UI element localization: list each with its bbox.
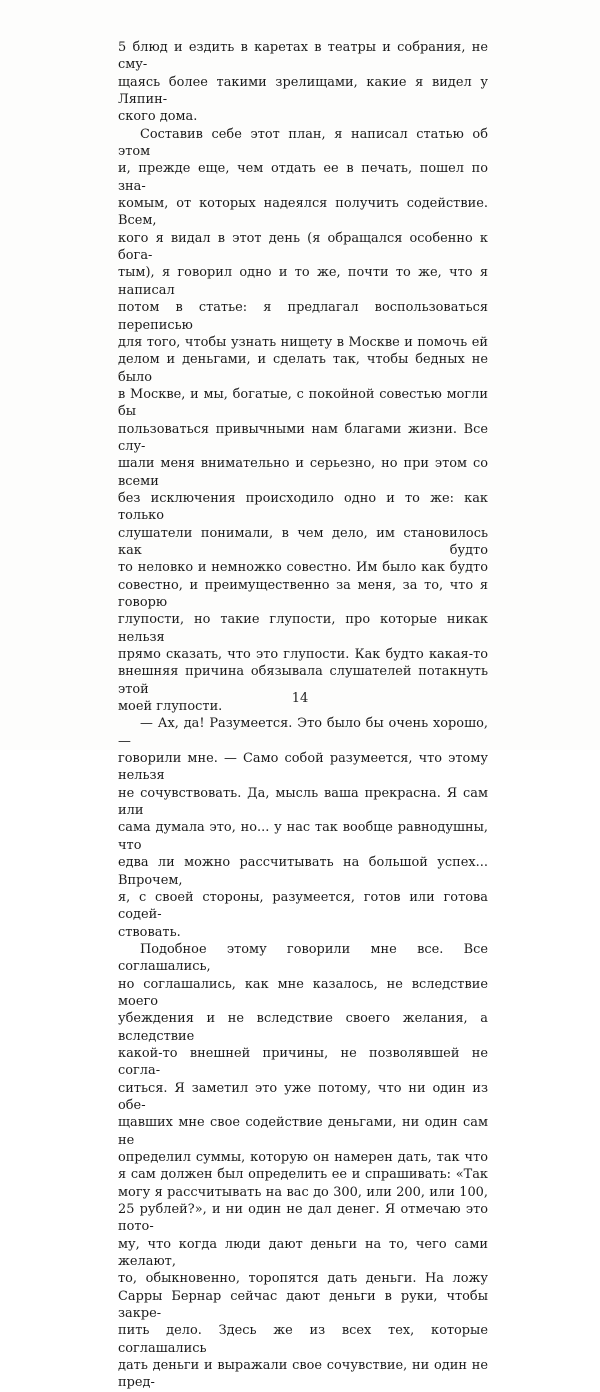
text-line: могу я рассчитывать на вас до 300, или 200, или 100, [118, 1184, 488, 1200]
text-line: говорили мне. — Само собой разумеется, что этому нельзя [118, 751, 488, 784]
text-line: Сарры Бернар сейчас дают деньги в руки, чтобы закре- [118, 1288, 488, 1322]
text-line: слушатели понимали, в чем дело, им становилось как будто [118, 525, 488, 558]
text-line: шали меня внимательно и серьезно, но при этом со всеми [118, 456, 488, 489]
text-line: ствовать. [118, 924, 181, 940]
text-line: определил суммы, которую он намерен дать, так что [118, 1150, 488, 1165]
text-line: му, что когда люди дают деньги на то, чего сами желают, [118, 1236, 488, 1270]
text-line: сама думала это, но... у нас так вообще равнодушны, что [118, 820, 488, 853]
paragraph-3 [118, 715, 488, 940]
text-line: щаясь более такими зрелищами, какие я видел у Ляпин- [118, 74, 488, 108]
text-line: в Москве, и мы, богатые, с покойной совестью могли бы [118, 386, 488, 420]
paragraph-4 [118, 941, 488, 1392]
text-line: 5 блюд и ездить в каретах в театры и собрания, не сму- [118, 40, 488, 73]
text-line: 25 рублей?», и ни один не дал денег. Я отмечаю это пото- [118, 1202, 488, 1235]
text-line: Составив себе этот план, я написал статью об этом [118, 126, 488, 160]
text-line: я, с своей стороны, разумеется, готов или готова содей- [118, 889, 488, 923]
text-line: едва ли можно рассчитывать на большой успех... Впрочем, [118, 855, 488, 888]
text-line: ситься. Я заметил это уже потому, что ни один из обе- [118, 1080, 488, 1113]
text-line: и, прежде еще, чем отдать ее в печать, пошел по зна- [118, 161, 488, 194]
paragraph-2 [118, 126, 488, 716]
text-line: — Ах, да! Разумеется. Это было бы очень хорошо,— [118, 716, 488, 749]
text-line: то, обыкновенно, торопятся дать деньги. На ложу [118, 1271, 488, 1287]
text-line: кого я видал в этот день (я обращался особенно к бога- [118, 230, 488, 264]
text-line: убеждения и не вследствие своего желания, а вследствие [118, 1011, 488, 1044]
text-line: щавших мне свое содействие деньгами, ни один сам не [118, 1115, 488, 1148]
body-text [118, 39, 488, 1392]
text-line: глупости, но такие глупости, про которые никак нельзя [118, 612, 488, 645]
text-line: комым, от которых надеялся получить содействие. Всем, [118, 196, 488, 229]
text-line: не сочувствовать. Да, мысль ваша прекрасна. Я сам или [118, 785, 488, 819]
text-line: ского дома. [118, 109, 198, 125]
text-line: моей глупости. [118, 699, 223, 715]
text-line: то неловко и немножко совестно. Им было как будто [118, 560, 488, 576]
page-number: 14 [291, 691, 309, 706]
text-line: для того, чтобы узнать нищету в Москве и помочь ей [118, 334, 488, 350]
text-line: потом в статье: я предлагал воспользоваться переписью [118, 300, 488, 333]
text-line: но соглашались, как мне казалось, не вследствие моего [118, 976, 488, 1009]
text-line: тым), я говорил одно и то же, почти то же, что я написал [118, 265, 488, 298]
text-line: Подобное этому говорили мне все. Все соглашались, [118, 941, 488, 975]
text-line: я сам должен был определить ее и спрашивать: «Так [118, 1167, 488, 1183]
text-line: какой-то внешней причины, не позволявшей не согла- [118, 1045, 488, 1079]
paragraph-1 [118, 39, 488, 126]
text-line: без исключения происходило одно и то же: как только [118, 490, 488, 524]
text-line: делом и деньгами, и сделать так, чтобы бедных не было [118, 352, 488, 385]
text-line: прямо сказать, что это глупости. Как будто какая-то [118, 647, 488, 663]
text-line: совестно, и преимущественно за меня, за то, что я говорю [118, 577, 488, 610]
text-line: внешняя причина обязывала слушателей потакнуть этой [118, 664, 488, 697]
text-line: пользоваться привычными нам благами жизни. Все слу- [118, 421, 488, 454]
text-line: дать деньги и выражали свое сочувствие, ни один не пред- [118, 1358, 488, 1391]
text-line: пить дело. Здесь же из всех тех, которые соглашались [118, 1323, 488, 1356]
